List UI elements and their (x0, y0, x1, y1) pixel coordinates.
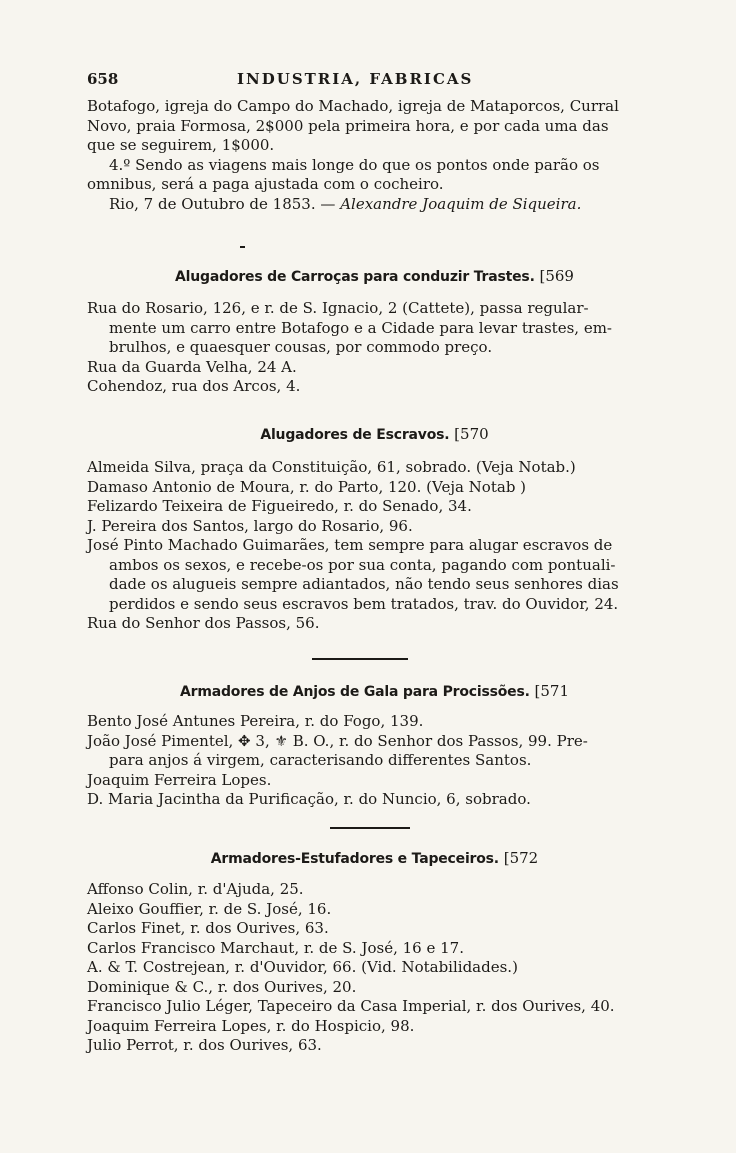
entry-line: ambos os sexos, e recebe-os por sua conta, pagando com pontuali- (109, 555, 616, 574)
entry-line: João José Pimentel, ✥ 3, ⚜ B. O., r. do Senhor dos Passos, 99. Pre- (87, 731, 588, 750)
entry-line: Francisco Julio Léger, Tapeceiro da Casa Imperial, r. dos Ourives, 40. (87, 997, 615, 1015)
section-rule (330, 827, 410, 829)
entry-line: Bento José Antunes Pereira, r. do Fogo, 139. (87, 712, 424, 730)
section-number: [570 (454, 425, 489, 443)
closing-date: Rio, 7 de Outubro de 1853. — (109, 194, 336, 213)
section-title: Armadores de Anjos de Gala para Procissões. (180, 684, 530, 700)
entry-line: Aleixo Gouffier, r. de S. José, 16. (87, 899, 332, 918)
separator-mark (240, 246, 245, 248)
entry-line: Carlos Finet, r. dos Ourives, 63. (87, 919, 329, 937)
entry-line: Joaquim Ferreira Lopes, r. do Hospicio, 98. (87, 1016, 415, 1035)
entry-line: Joaquim Ferreira Lopes. (87, 770, 272, 789)
entry-line: A. & T. Costrejean, r. d'Ouvidor, 66. (Vid. Notabilidades.) (87, 958, 518, 976)
entry-line: brulhos, e quaesquer cousas, por commodo preço. (109, 338, 493, 356)
section-number: [569 (539, 267, 574, 285)
entry-line: Rua da Guarda Velha, 24 A. (87, 357, 297, 376)
section-rule (312, 658, 408, 660)
section-heading-572 (87, 848, 662, 869)
entry-line: Cohendoz, rua dos Arcos, 4. (87, 377, 301, 395)
text-line: 4.º Sendo as viagens mais longe do que os pontos onde parão os (109, 155, 600, 174)
section-heading-570 (87, 424, 662, 445)
section-title: Alugadores de Escravos. (260, 427, 450, 443)
entry-line: Rua do Senhor dos Passos, 56. (87, 614, 320, 632)
entry-line: Affonso Colin, r. d'Ajuda, 25. (87, 880, 304, 898)
entry-line: perdidos e sendo seus escravos bem tratados, trav. do Ouvidor, 24. (109, 594, 619, 613)
entry-line: Rua do Rosario, 126, e r. de S. Ignacio, 2 (Cattete), passa regular- (87, 299, 589, 317)
entry-line: Julio Perrot, r. dos Ourives, 63. (87, 1036, 322, 1054)
section-entries-572 (87, 880, 662, 1056)
section-heading-571 (87, 681, 662, 702)
entry-line: para anjos á virgem, caracterisando differentes Santos. (109, 751, 532, 769)
closing-line (87, 195, 662, 215)
entry-line: Dominique & C., r. dos Ourives, 20. (87, 977, 357, 996)
section-number: [571 (534, 682, 569, 700)
section-entries-569 (87, 299, 662, 397)
entry-line: Carlos Francisco Marchaut, r. de S. José, 16 e 17. (87, 938, 464, 957)
entry-line: José Pinto Machado Guimarães, tem sempre para alugar escravos de (87, 536, 613, 554)
entry-line: Damaso Antonio de Moura, r. do Parto, 120. (Veja Notab ) (87, 477, 527, 496)
intro-block (87, 97, 662, 214)
entry-line: dade os alugueis sempre adiantados, não tendo seus senhores dias (109, 575, 619, 593)
section-title: Alugadores de Carroças para conduzir Trastes. (175, 269, 535, 285)
text-line: Novo, praia Formosa, 2$000 pela primeira hora, e por cada uma das (87, 116, 609, 135)
entry-line: Almeida Silva, praça da Constituição, 61, sobrado. (Veja Notab.) (87, 458, 576, 476)
text-line: que se seguirem, 1$000. (87, 136, 275, 154)
section-heading-569 (87, 266, 662, 287)
section-title: Armadores-Estufadores e Tapeceiros. (210, 851, 499, 867)
section-entries-571 (87, 712, 662, 810)
entry-line: Felizardo Teixeira de Figueiredo, r. do Senado, 34. (87, 497, 472, 515)
section-number: [572 (503, 849, 539, 867)
text-line: Botafogo, igreja do Campo do Machado, igreja de Mataporcos, Curral (87, 97, 619, 115)
running-head: INDUSTRIA, FABRICAS (237, 70, 474, 88)
closing-signature: Alexandre Joaquim de Siqueira. (340, 194, 582, 213)
entry-line: mente um carro entre Botafogo e a Cidade para levar trastes, em- (109, 318, 612, 337)
entry-line: J. Pereira dos Santos, largo do Rosario, 96. (87, 516, 413, 535)
section-entries-570 (87, 458, 662, 634)
entry-line: D. Maria Jacintha da Purificação, r. do Nuncio, 6, sobrado. (87, 790, 531, 808)
text-line: omnibus, será a paga ajustada com o cocheiro. (87, 175, 444, 193)
page-header (87, 70, 662, 92)
page-number: 658 (87, 70, 119, 88)
